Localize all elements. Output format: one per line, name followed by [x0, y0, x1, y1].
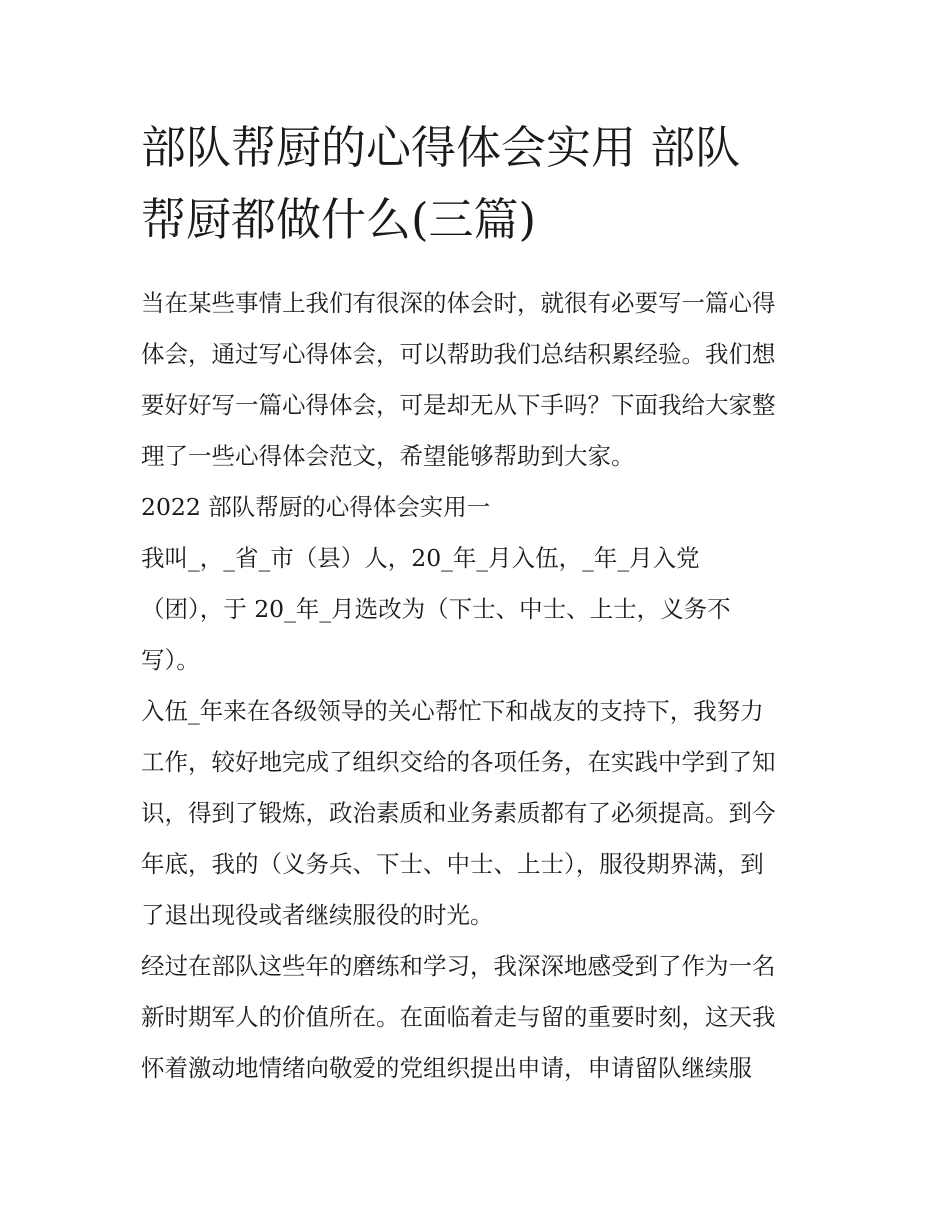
text-line: 工作，较好地完成了组织交给的各项任务，在实践中学到了知 [141, 748, 776, 776]
text-line: 识，得到了锻炼，政治素质和业务素质都有了必须提高。到今 [141, 799, 776, 827]
document-content [141, 112, 813, 1094]
section-heading [141, 482, 813, 533]
text-line: 当在某些事情上我们有很深的体会时，就很有必要写一篇心得 [141, 289, 776, 317]
paragraph-service [141, 686, 813, 941]
text-line: 经过在部队这些年的磨练和学习，我深深地感受到了作为一名 [141, 952, 776, 980]
document-title [141, 112, 813, 256]
text-line: 要好好写一篇心得体会，可是却无从下手吗？下面我给大家整 [141, 391, 776, 419]
text-line: 我叫_，_省_市（县）人，20_年_月入伍，_年_月入党 [141, 544, 700, 572]
text-line: 怀着激动地情绪向敬爱的党组织提出申请，申请留队继续服 [141, 1054, 752, 1082]
text-line: 写）。 [141, 646, 200, 674]
paragraph-self-intro [141, 533, 813, 686]
title-line: 部队帮厨的心得体会实用 部队 [141, 121, 741, 174]
title-line: 帮厨都做什么(三篇) [141, 193, 537, 246]
text-line: 新时期军人的价值所在。在面临着走与留的重要时刻，这天我 [141, 1003, 776, 1031]
text-line: 2022 部队帮厨的心得体会实用一 [141, 493, 491, 521]
text-line: 了退出现役或者继续服役的时光。 [141, 901, 494, 929]
text-line: 理了一些心得体会范文，希望能够帮助到大家。 [141, 442, 635, 470]
text-line: 年底，我的（义务兵、下士、中士、上士），服役期界满，到 [141, 850, 764, 878]
text-line: 入伍_年来在各级领导的关心帮忙下和战友的支持下，我努力 [141, 697, 764, 725]
document-body [141, 278, 813, 1094]
text-line: （团），于 20_年_月选改为（下士、中士、上士，义务不 [141, 595, 731, 623]
paragraph-intro [141, 278, 813, 482]
paragraph-application [141, 941, 813, 1094]
text-line: 体会，通过写心得体会，可以帮助我们总结积累经验。我们想 [141, 340, 776, 368]
